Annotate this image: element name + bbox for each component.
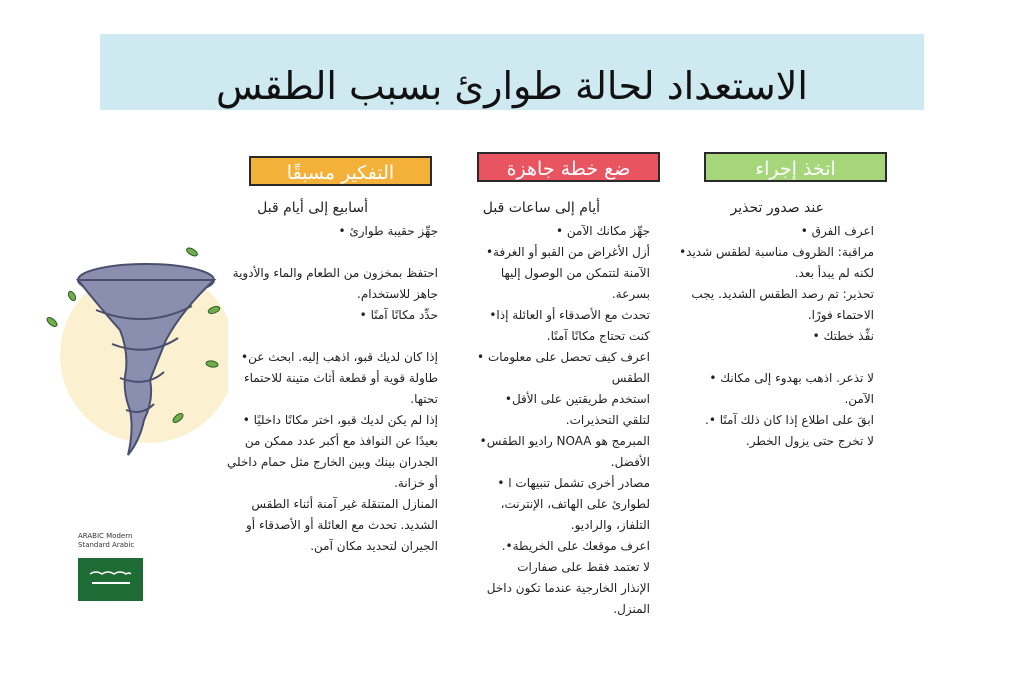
column-subtitle: أيام إلى ساعات قبل — [482, 200, 600, 216]
text-line: بعيدًا عن النوافذ مع أكبر عدد ممكن من — [244, 434, 438, 448]
spacer — [690, 347, 874, 368]
text-line: الاحتماء فورًا. — [807, 308, 874, 322]
column-subtitle: أسابيع إلى أيام قبل — [257, 200, 368, 216]
text-line: المنازل المتنقلة غير آمنة أثناء الطقس — [251, 497, 438, 511]
text-line: الطقس — [611, 371, 650, 385]
text-line: طاولة قوية أو قطعة أثاث متينة للاحتماء — [243, 371, 438, 385]
text-line: جاهز للاستخدام. — [357, 287, 438, 301]
flag-sword-icon — [92, 582, 130, 584]
text-line: لا تذعر. اذهب بهدوء إلى مكانك • — [709, 371, 874, 385]
spacer — [236, 242, 438, 263]
text-line: الإنذار الخارجية عندما تكون داخل — [486, 581, 650, 595]
text-line: احتفظ بمخزون من الطعام والماء والأدوية — [232, 266, 438, 280]
text-line: لا تخرج حتى يزول الخطر. — [745, 434, 874, 448]
text-line: حدِّد مكانًا آمنًا • — [359, 308, 438, 322]
text-line: الآمن. — [844, 392, 874, 406]
text-line: استخدم طريقتين على الأقل• — [504, 392, 650, 406]
header-think-ahead: التفكير مسبقًا — [249, 156, 432, 186]
column-subtitle: عند صدور تحذير — [730, 200, 824, 216]
text-line: الجيران لتحديد مكان آمن. — [310, 539, 438, 553]
text-line: بسرعة. — [611, 287, 650, 301]
text-line: الأفضل. — [610, 455, 650, 469]
flag-script-icon — [88, 568, 133, 578]
text-line: اعرف الفرق • — [800, 224, 874, 238]
text-line: إذا لم يكن لديك قبو، اختر مكانًا داخليًا • — [242, 413, 438, 427]
column-take-action — [679, 197, 874, 452]
text-line: لتلقي التحذيرات. — [565, 413, 650, 427]
text-line: لا تعتمد فقط على صفارات — [517, 560, 650, 574]
text-line: نفِّذ خطتك • — [812, 329, 874, 343]
text-line: جهِّز مكانك الآمن • — [556, 224, 650, 238]
text-line: الشديد. تحدث مع العائلة أو الأصدقاء أو — [246, 518, 438, 532]
text-line: مراقبة: الظروف مناسبة لطقس شديد• — [679, 245, 874, 259]
header-make-plan: ضع خطة جاهزة — [477, 152, 660, 182]
text-line: الآمنة لتتمكن من الوصول إليها — [500, 266, 650, 280]
spacer — [236, 326, 438, 347]
text-line: مصادر أخرى تشمل تنبيهات ا • — [497, 476, 650, 490]
text-line: اعرف كيف تحصل على معلومات • — [477, 350, 650, 364]
text-line: تحذير: تم رصد الطقس الشديد. يجب — [691, 287, 874, 301]
tornado-illustration — [42, 240, 228, 470]
text-line: إذا كان لديك قبو، اذهب إليه. ابحث عن• — [241, 350, 438, 364]
page-title: الاستعداد لحالة طوارئ بسبب الطقس — [215, 64, 808, 108]
header-take-action: اتخذ إجراء — [704, 152, 887, 182]
text-line: أزل الأغراض من القبو أو الغرفة• — [485, 245, 650, 259]
saudi-flag-icon — [78, 558, 143, 601]
text-line: تحتها. — [410, 392, 438, 406]
text-line: تحدث مع الأصدقاء أو العائلة إذا• — [489, 308, 650, 322]
text-line: اعرف موقعك على الخريطة•. — [501, 539, 650, 553]
text-line: لطوارئ على الهاتف، الإنترنت، — [500, 497, 650, 511]
text-line: الجدران بينك وبين الخارج مثل حمام داخلي — [226, 455, 438, 469]
column-make-plan — [468, 197, 650, 620]
language-label: ARABIC Modern Standard Arabic — [78, 532, 135, 549]
text-line: لكنه لم يبدأ بعد. — [794, 266, 874, 280]
text-line: كنت تحتاج مكانًا آمنًا. — [546, 329, 650, 343]
text-line: ابقَ على اطلاع إذا كان ذلك آمنًا •. — [705, 413, 874, 427]
text-line: جهِّز حقيبة طوارئ • — [338, 224, 438, 238]
text-line: التلفاز، والراديو. — [570, 518, 650, 532]
text-line: أو خزانة. — [394, 476, 438, 490]
column-think-ahead — [226, 197, 438, 557]
text-line: المنزل. — [613, 602, 650, 616]
text-line: المبرمج هو NOAA راديو الطقس• — [479, 434, 650, 448]
